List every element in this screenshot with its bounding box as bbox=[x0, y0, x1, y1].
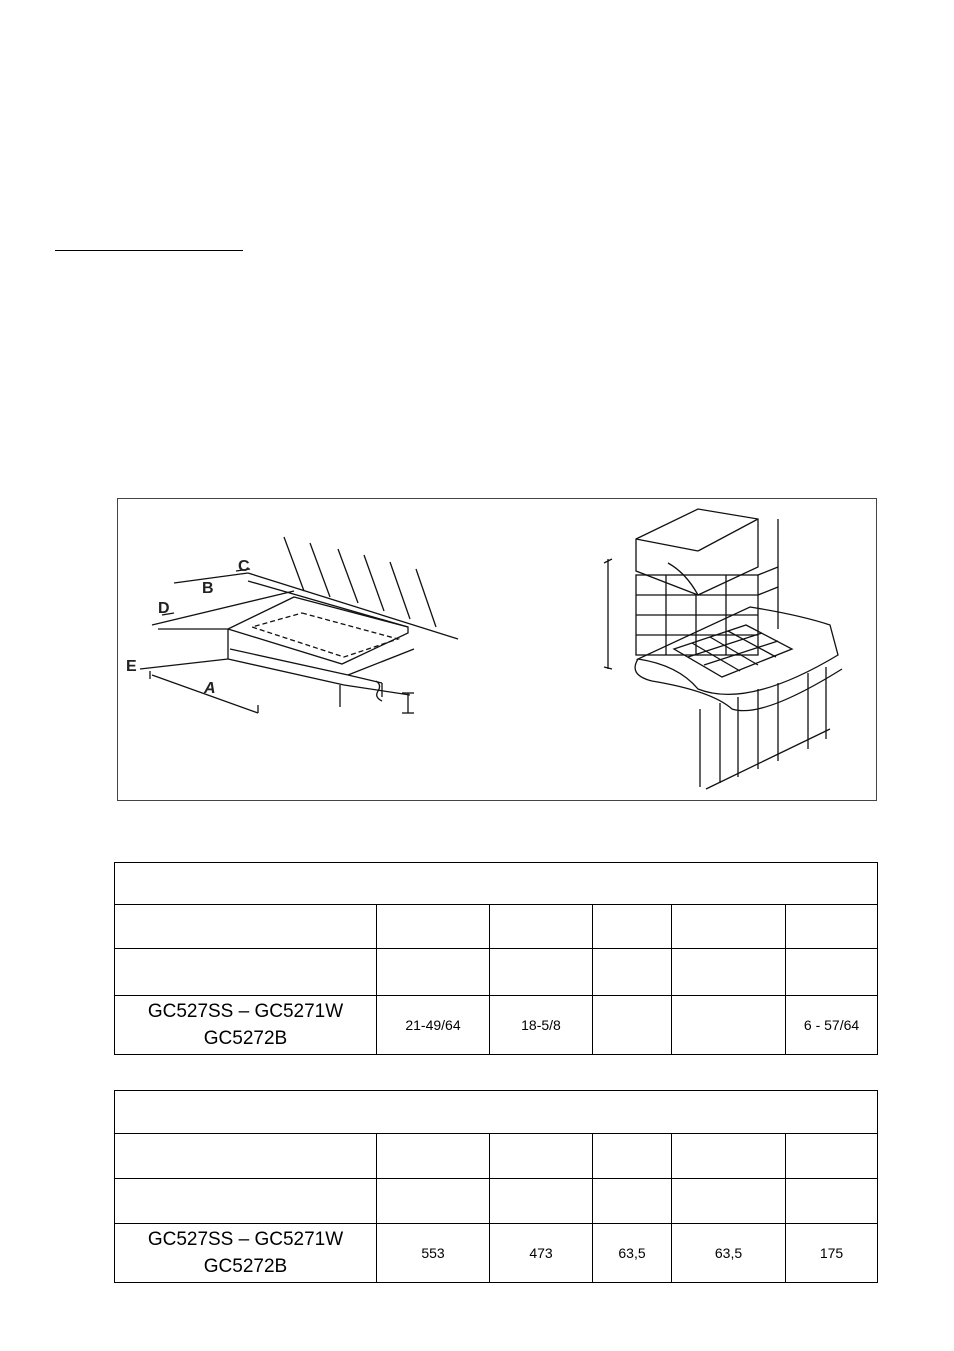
installation-figure bbox=[117, 498, 877, 801]
value-d: 63,5 bbox=[672, 1224, 786, 1283]
value-b: 473 bbox=[490, 1224, 593, 1283]
value-a: 21-49/64 bbox=[377, 996, 490, 1055]
label-c: C bbox=[238, 558, 250, 575]
heading-underline bbox=[55, 250, 243, 251]
table-row bbox=[115, 1224, 878, 1283]
installation-diagrams bbox=[118, 499, 878, 802]
label-a: A bbox=[204, 680, 216, 697]
value-a: 553 bbox=[377, 1224, 490, 1283]
label-b: B bbox=[202, 580, 214, 597]
value-c: 63,5 bbox=[593, 1224, 672, 1283]
kitchen-hood-sketch bbox=[604, 509, 842, 789]
table-row bbox=[115, 996, 878, 1055]
value-c bbox=[593, 996, 672, 1055]
table-header-row bbox=[115, 949, 878, 996]
dimensions-table-mm bbox=[114, 1090, 878, 1283]
table-header-row bbox=[115, 1134, 878, 1179]
model-cell: GC527SS – GC5271W GC5272B bbox=[115, 996, 377, 1055]
model-cell: GC527SS – GC5271W GC5272B bbox=[115, 1224, 377, 1283]
value-b: 18-5/8 bbox=[490, 996, 593, 1055]
table-title-row bbox=[115, 1091, 878, 1134]
table-title-row bbox=[115, 863, 878, 905]
table-header-row bbox=[115, 905, 878, 949]
value-e: 6 - 57/64 bbox=[786, 996, 878, 1055]
value-e: 175 bbox=[786, 1224, 878, 1283]
label-e: E bbox=[126, 658, 137, 675]
dimensions-table-inches bbox=[114, 862, 878, 1055]
label-d: D bbox=[158, 600, 170, 617]
table-header-row bbox=[115, 1179, 878, 1224]
cutout-dimension-diagram bbox=[140, 537, 458, 713]
value-d bbox=[672, 996, 786, 1055]
